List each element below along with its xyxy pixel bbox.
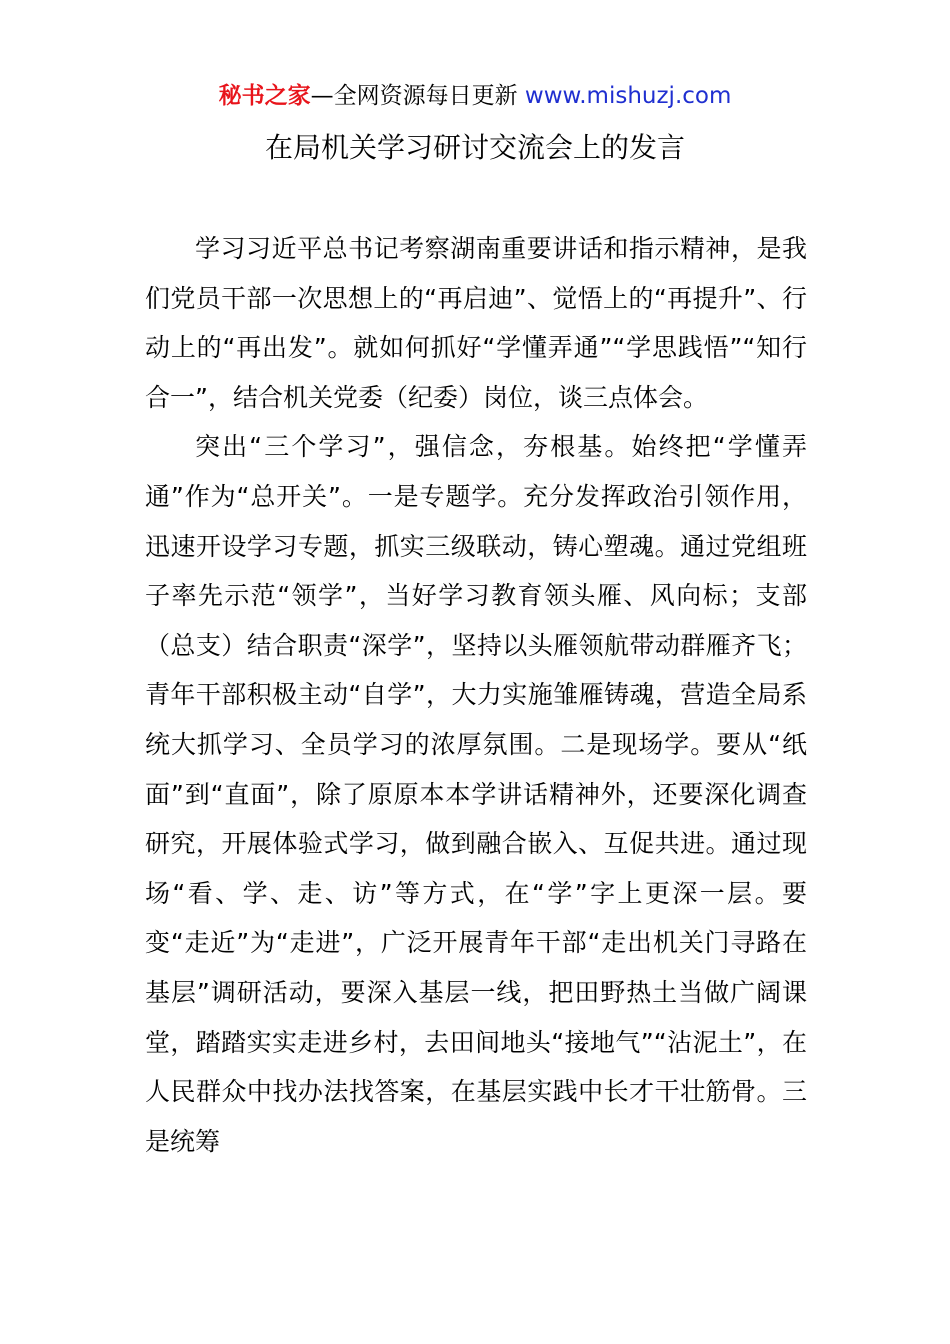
- site-tagline: —全网资源每日更新: [310, 83, 525, 109]
- paragraph-intro: 学习习近平总书记考察湖南重要讲话和指示精神，是我们党员干部一次思想上的“再启迪”、觉悟上的“再提升”、行动上的“再出发”。就如何抓好“学懂弄通”“学思践悟”“知行合一”，结合机关党委（纪委）岗位，谈三点体会。: [145, 234, 807, 412]
- site-url: www.mishuzj.com: [524, 83, 732, 109]
- site-brand: 秘书之家: [218, 83, 311, 109]
- document-title: 在局机关学习研讨交流会上的发言: [264, 131, 685, 164]
- paragraph-learning: 突出“三个学习”，强信念，夯根基。始终把“学懂弄通”作为“总开关”。一是专题学。充分发挥政治引领作用，迅速开设学习专题，抓实三级联动，铸心塑魂。通过党组班子率先示范“领学”，当好学习教育领头雁、风向标；支部（总支）结合职责“深学”，坚持以头雁领航带动群雁齐飞；青年干部积极主动“自学”，大力实施雏雁铸魂，营造全局系统大抓学习、全员学习的浓厚氛围。二是现场学。要从“纸面”到“直面”，除了原原本本学讲话精神外，还要深化调查研究，开展体验式学习，做到融合嵌入、互促共进。通过现场“看、学、走、访”等方式，在“学”字上更深一层。要变“走近”为“走进”，广泛开展青年干部“走出机关门寻路在基层”调研活动，要深入基层一线，把田野热土当做广阔课堂，踏踏实实走进乡村，去田间地头“接地气”“沾泥土”，在人民群众中找办法找答案，在基层实践中长才干壮筋骨。三是统筹: [145, 432, 807, 1156]
- site-header: [0, 80, 950, 112]
- document-body: [145, 224, 807, 1166]
